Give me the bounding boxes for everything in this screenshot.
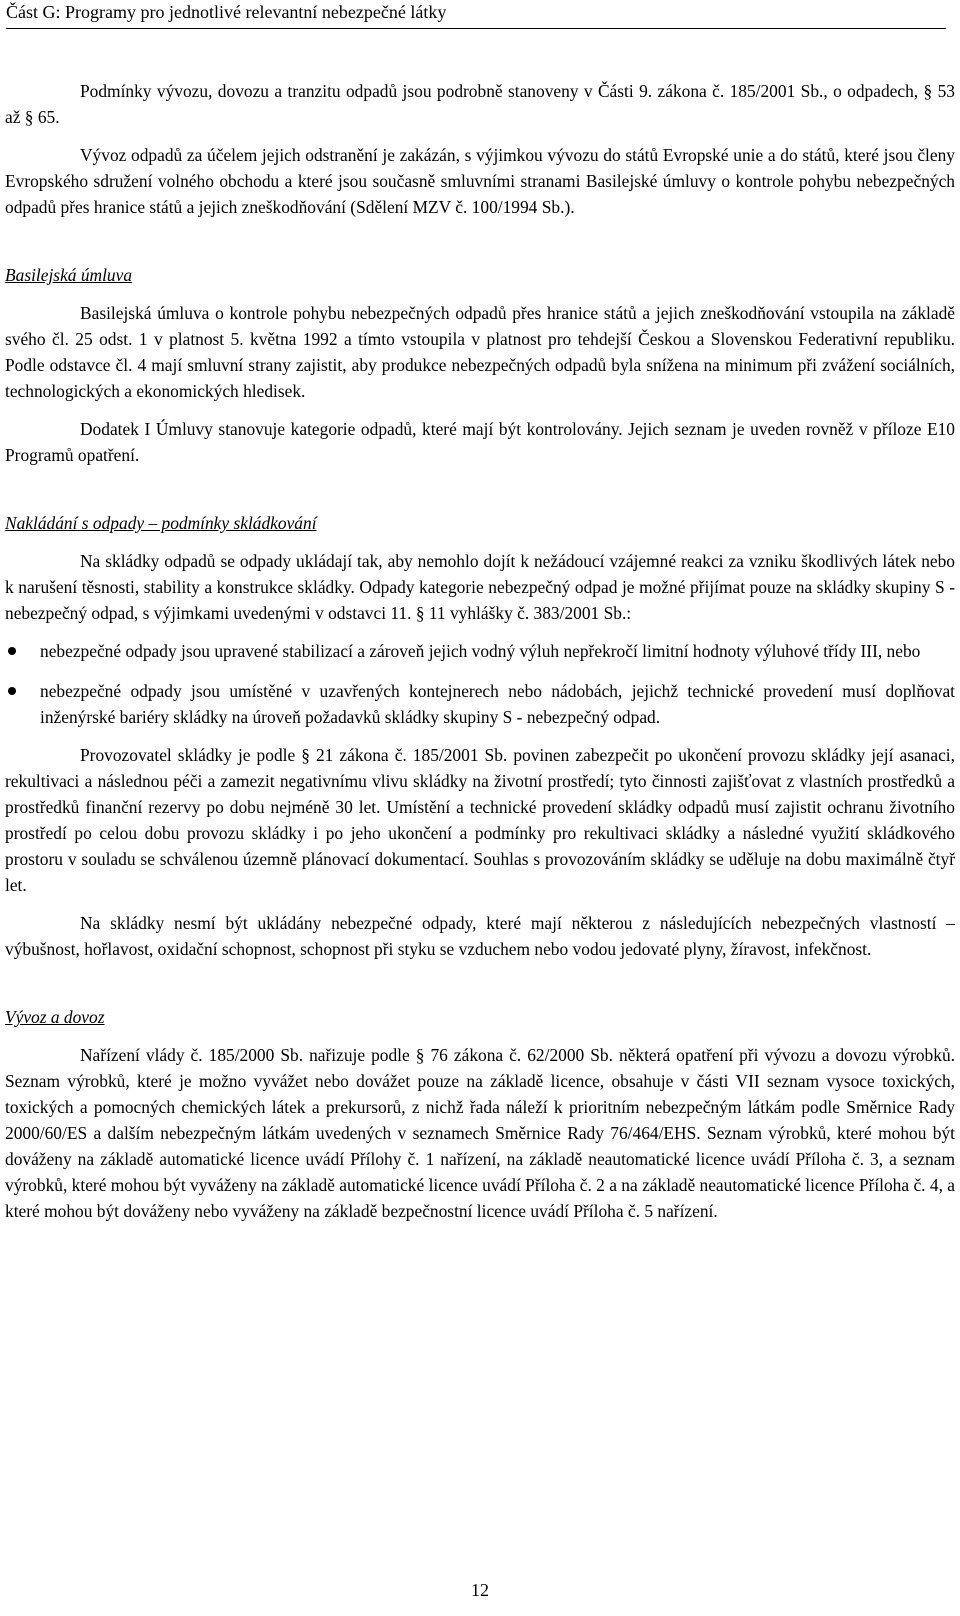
spacer bbox=[5, 1030, 955, 1042]
spacer bbox=[5, 730, 955, 742]
page-number: 12 bbox=[471, 1580, 489, 1600]
paragraph-prohibited-waste: Na skládky nesmí být ukládány nebezpečné odpady, které mají některou z následujících nebezpečných vlastností – výbušnost, hořlavost, oxidační schopnost, schopnost při styku se vzduchem nebo vodou jedovaté plyny, žíravost, infekčnost. bbox=[5, 913, 955, 959]
spacer bbox=[5, 962, 955, 1004]
paragraph-landfill-operator: Provozovatel skládky je podle § 21 zákona č. 185/2001 Sb. povinen zabezpečit po ukončení provozu skládky její asanaci, rekultivaci a následnou péči a zamezit negativnímu vlivu skládky na životní prostředí; tyto činnosti zajišťovat z vlastních prostředků a prostředků finanční rezervy po dobu nejméně 30 let. Umístění a technické provedení skládky odpadů musí zajistit ochranu životního prostředí po celou dobu provozu skládky i po jeho ukončení a podmínky pro rekultivaci skládky a následné využití skládkového prostoru v souladu se schválenou územně plánovací dokumentací. Souhlas s provozováním skládky se uděluje na dobu maximálně čtyř let. bbox=[5, 745, 955, 895]
list-item bbox=[5, 678, 955, 730]
spacer bbox=[5, 220, 955, 262]
page-header: Část G: Programy pro jednotlivé relevantní nebezpečné látky bbox=[6, 0, 946, 29]
spacer bbox=[5, 130, 955, 142]
spacer bbox=[5, 536, 955, 548]
spacer bbox=[5, 288, 955, 300]
spacer bbox=[5, 898, 955, 910]
bullet-icon bbox=[8, 647, 16, 655]
paragraph-annex-i: Dodatek I Úmluvy stanovuje kategorie odpadů, které mají být kontrolovány. Jejich seznam je uveden rovněž v příloze E10 Programů opatření. bbox=[5, 419, 955, 465]
section-heading-export: Vývoz a dovoz bbox=[5, 1007, 105, 1027]
list-item bbox=[5, 638, 955, 664]
paragraph-export-conditions: Podmínky vývozu, dovozu a tranzitu odpadů jsou podrobně stanoveny v Části 9. zákona č. 185/2001 Sb., o odpadech, § 53 až § 65. bbox=[5, 81, 955, 127]
paragraph-government-regulation: Nařízení vlády č. 185/2000 Sb. nařizuje podle § 76 zákona č. 62/2000 Sb. některá opatření při vývozu a dovozu výrobků. Seznam výrobků, které je možno vyvážet nebo dovážet pouze na základě licence, obsahuje v části VII seznam vysoce toxických, toxických a pomocných chemických látek a prekursorů, z nichž řada náleží k prioritním nebezpečným látkám podle Směrnice Rady 2000/60/ES a dalším nebezpečným látkám uvedených v seznamech Směrnice Rady 76/464/EHS. Seznam výrobků, které mohou být dováženy na základě automatické licence uvádí Přílohy č. 1 nařízení, na základě neautomatické licence uvádí Příloha č. 3, a seznam výrobků, které mohou být vyváženy na základě automatické licence uvádí Příloha č. 2 a na základě neautomatické licence Příloha č. 4, a které mohou být dováženy nebo vyváženy na základě bezpečnostní licence uvádí Příloha č. 5 nařízení. bbox=[5, 1045, 955, 1221]
spacer bbox=[5, 626, 955, 638]
paragraph-export-ban: Vývoz odpadů za účelem jejich odstranění je zakázán, s výjimkou vývozu do států Evropské unie a do států, které jsou členy Evropského sdružení volného obchodu a které jsou současně smluvními stranami Basilejské úmluvy o kontrole pohybu nebezpečných odpadů přes hranice států a jejich zneškodňování (Sdělení MZV č. 100/1994 Sb.). bbox=[5, 145, 955, 217]
list-item-text: nebezpečné odpady jsou umístěné v uzavřených kontejnerech nebo nádobách, jejichž technické provedení musí doplňovat inženýrské bariéry skládky na úroveň požadavků skládky skupiny S - nebezpečný odpad. bbox=[40, 681, 955, 727]
section-heading-landfill: Nakládání s odpady – podmínky skládkování bbox=[5, 513, 317, 533]
list-item-text: nebezpečné odpady jsou upravené stabilizací a zároveň jejich vodný výluh nepřekročí limitní hodnoty výluhové třídy III, nebo bbox=[40, 641, 921, 661]
section-heading-basel: Basilejská úmluva bbox=[5, 265, 133, 285]
paragraph-landfill-rules: Na skládky odpadů se odpady ukládají tak, aby nemohlo dojít k nežádoucí vzájemné reakci za vzniku škodlivých látek nebo k narušení těsnosti, stability a konstrukce skládky. Odpady kategorie nebezpečný odpad je možné přijímat pouze na skládky skupiny S - nebezpečný odpad, s výjimkami uvedenými v odstavci 11. § 11 vyhlášky č. 383/2001 Sb.: bbox=[5, 551, 955, 623]
bullet-icon bbox=[8, 687, 16, 695]
spacer bbox=[5, 404, 955, 416]
exceptions-list bbox=[5, 638, 955, 730]
paragraph-basel-convention: Basilejská úmluva o kontrole pohybu nebezpečných odpadů přes hranice států a jejich zneškodňování vstoupila na základě svého čl. 25 odst. 1 v platnost 5. května 1992 a tímto vstoupila v platnost pro tehdejší Českou a Slovenskou Federativní republiku. Podle odstavce čl. 4 mají smluvní strany zajistit, aby produkce nebezpečných odpadů byla snížena na minimum při zvážení sociálních, technologických a ekonomických hledisek. bbox=[5, 303, 955, 401]
document-body bbox=[5, 78, 955, 1224]
spacer bbox=[5, 468, 955, 510]
